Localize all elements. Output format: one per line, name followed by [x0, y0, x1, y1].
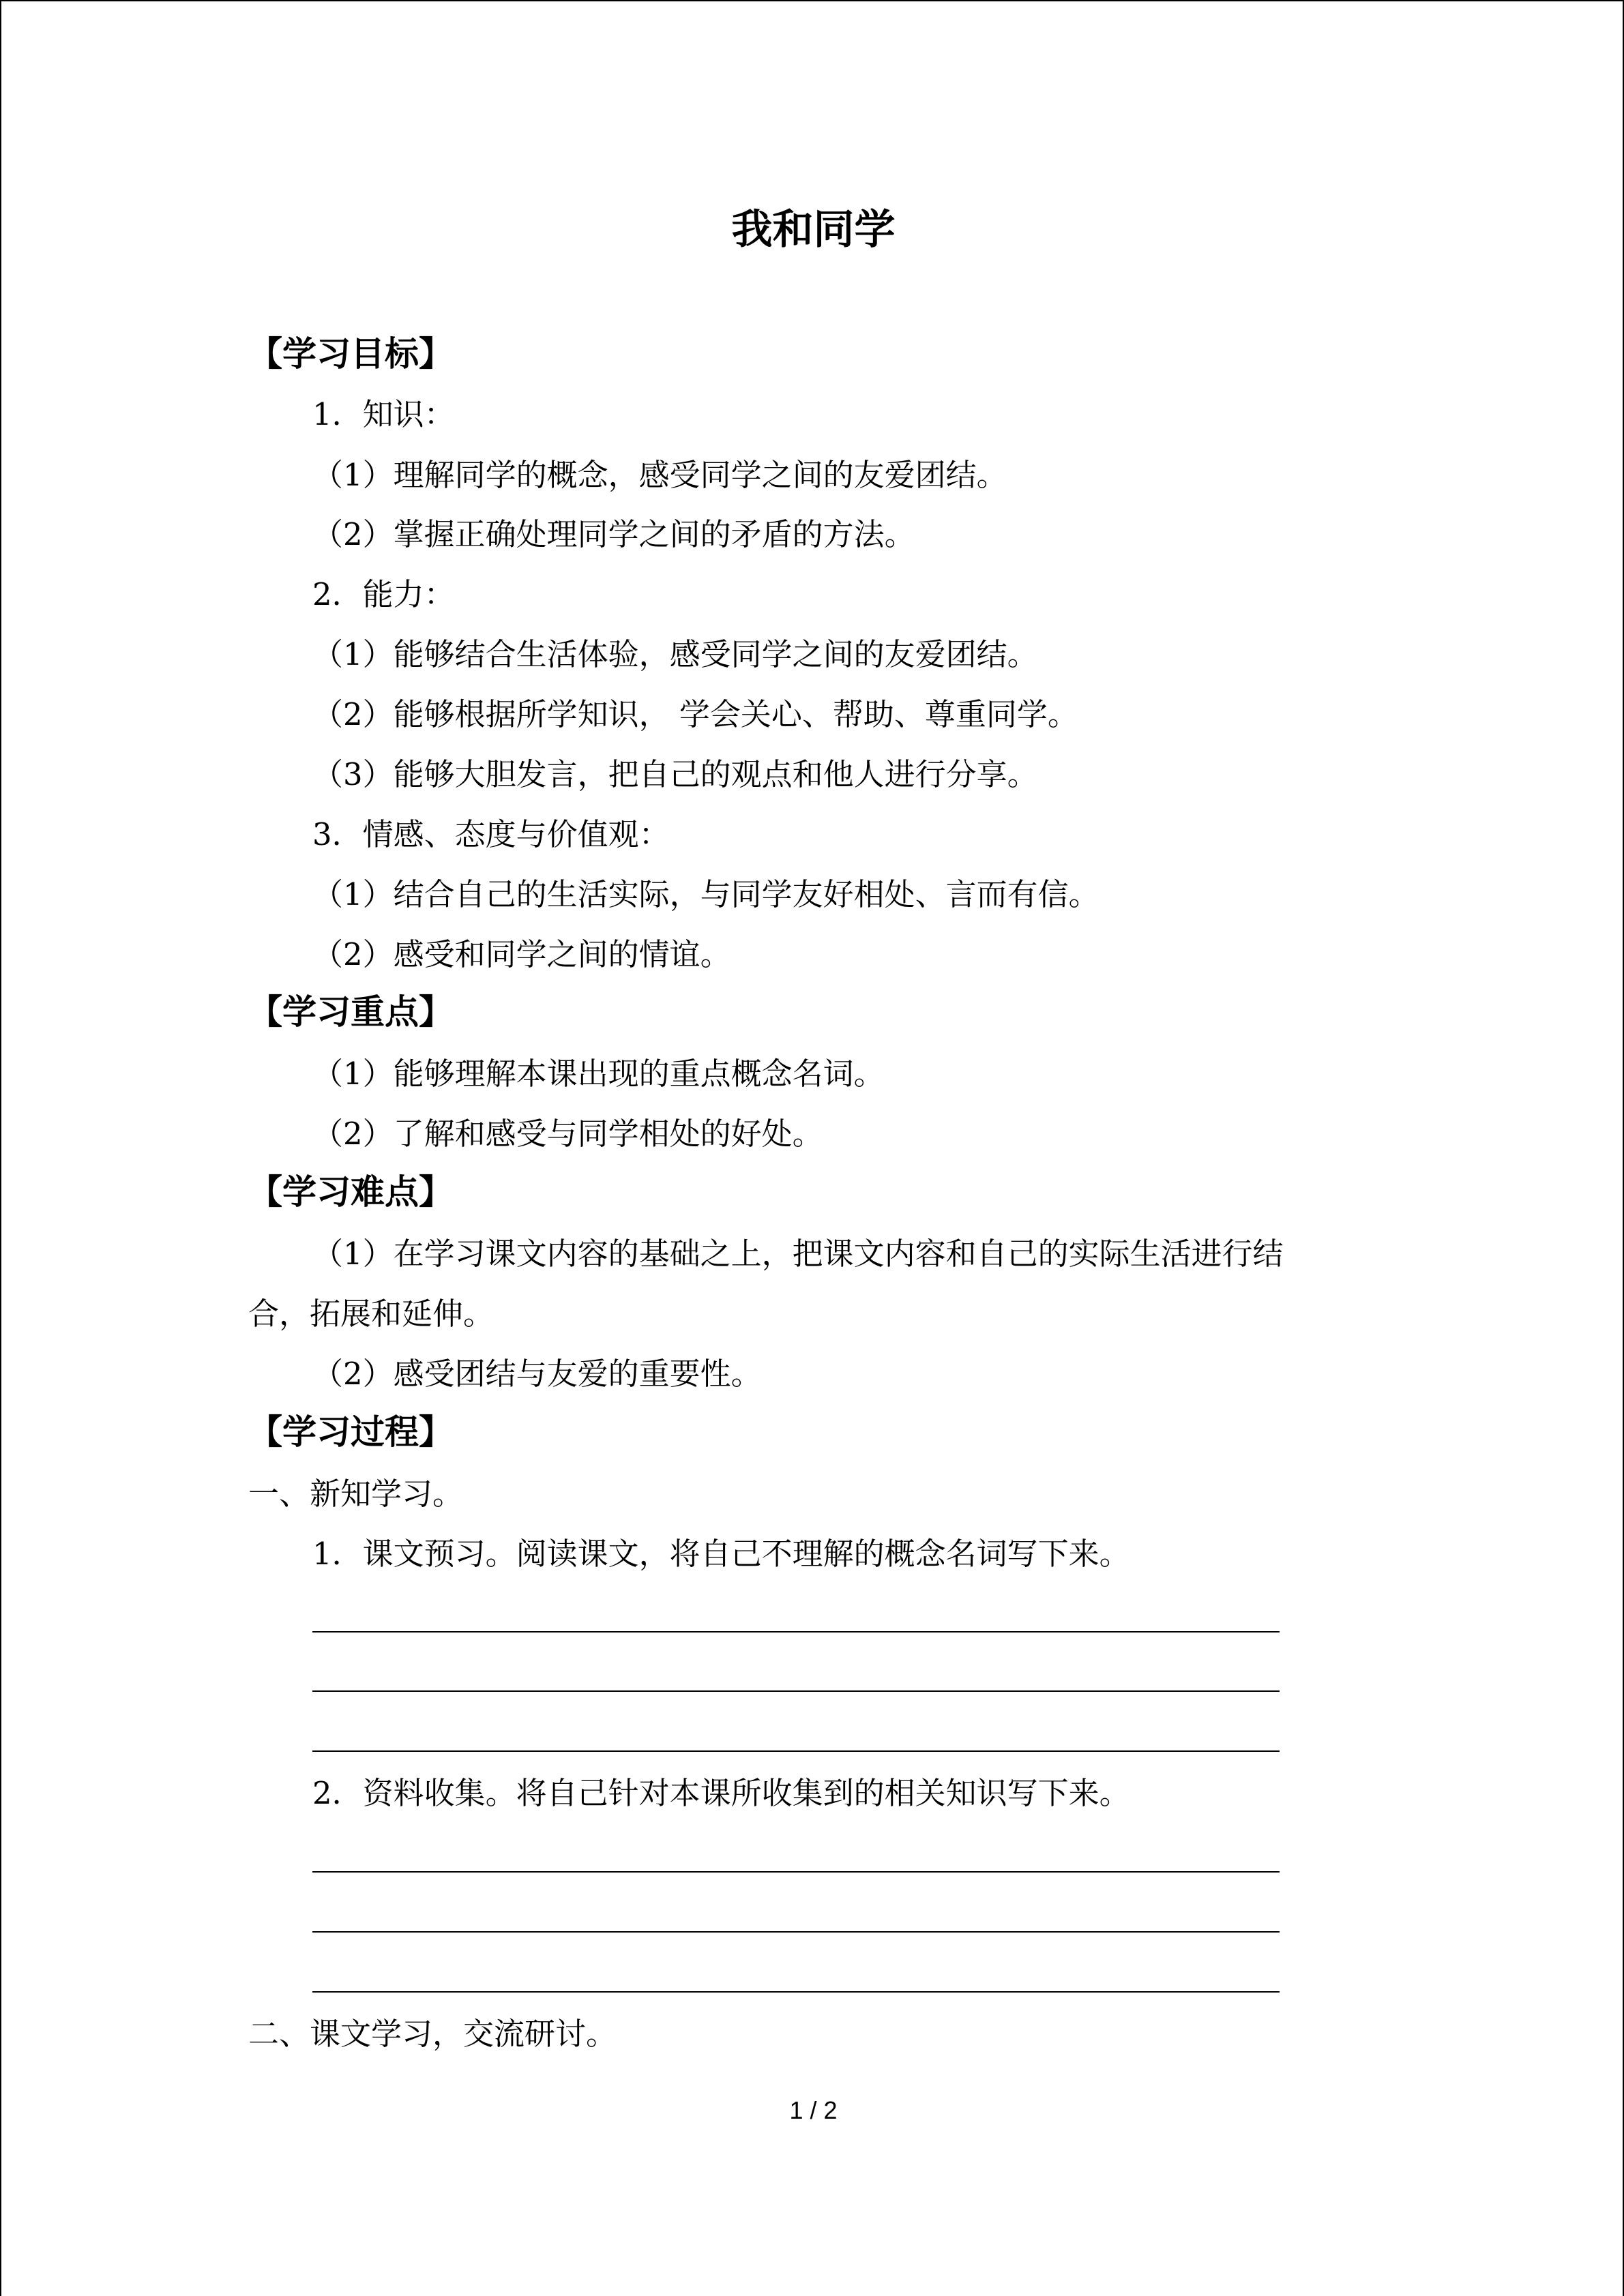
key-point-2: （2）了解和感受与同学相处的好处。: [312, 1116, 823, 1152]
difficulty-2: （2）感受团结与友爱的重要性。: [312, 1356, 762, 1392]
key-point-1: （1）能够理解本课出现的重点概念名词。: [312, 1056, 885, 1092]
answer-line[interactable]: [312, 1991, 1280, 1993]
ability-item-3: （3）能够大胆发言，把自己的观点和他人进行分享。: [312, 756, 1038, 792]
values-label: 3．情感、态度与价值观：: [312, 816, 670, 852]
values-item-2: （2）感受和同学之间的情谊。: [312, 936, 731, 972]
knowledge-item-2: （2）掌握正确处理同学之间的矛盾的方法。: [312, 516, 915, 552]
difficulties-heading: 【学习难点】: [248, 1172, 453, 1212]
answer-line[interactable]: [312, 1631, 1280, 1632]
task-2-text: 2．资料收集。将自己针对本课所收集到的相关知识写下来。: [312, 1775, 1130, 1811]
difficulty-1-line-1: （1）在学习课文内容的基础之上，把课文内容和自己的实际生活进行结: [312, 1236, 1284, 1272]
process-heading: 【学习过程】: [248, 1412, 453, 1452]
ability-label: 2．能力：: [312, 576, 455, 612]
key-points-heading: 【学习重点】: [248, 992, 453, 1032]
task-1-text: 1．课文预习。阅读课文，将自己不理解的概念名词写下来。: [312, 1536, 1130, 1572]
difficulty-1-line-2: 合，拓展和延伸。: [248, 1296, 494, 1332]
ability-item-1: （1）能够结合生活体验，感受同学之间的友爱团结。: [312, 636, 1038, 672]
objectives-heading: 【学习目标】: [248, 334, 453, 374]
knowledge-label: 1．知识：: [312, 396, 455, 432]
section-1-title: 一、新知学习。: [248, 1476, 464, 1512]
answer-line[interactable]: [312, 1690, 1280, 1692]
answer-line[interactable]: [312, 1931, 1280, 1933]
section-2-title: 二、课文学习，交流研讨。: [248, 2016, 617, 2052]
page-title: 我和同学: [731, 206, 896, 254]
answer-line[interactable]: [312, 1871, 1280, 1873]
knowledge-item-1: （1）理解同学的概念，感受同学之间的友爱团结。: [312, 457, 1007, 493]
ability-item-2: （2）能够根据所学知识， 学会关心、帮助、尊重同学。: [312, 696, 1078, 732]
answer-line[interactable]: [312, 1750, 1280, 1752]
values-item-1: （1）结合自己的生活实际，与同学友好相处、言而有信。: [312, 876, 1099, 912]
page-number: 1 / 2: [789, 2096, 838, 2124]
